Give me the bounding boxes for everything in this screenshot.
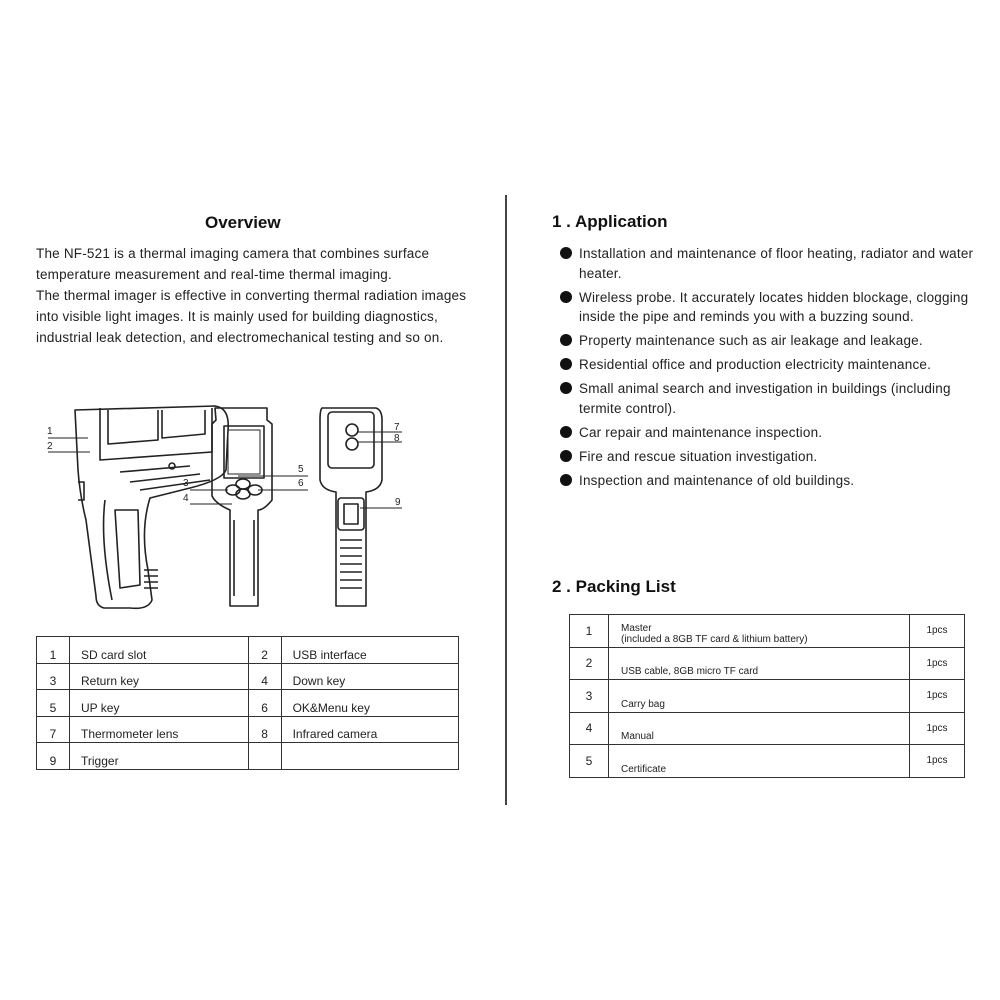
- part-number: [248, 743, 281, 770]
- device-front-view: [212, 408, 272, 606]
- part-label: Return key: [70, 663, 249, 690]
- part-label: SD card slot: [70, 637, 249, 664]
- list-item-text: Wireless probe. It accurately locates hidden blockage, clogging inside the pipe and reminds you with a buzzing sound.: [579, 289, 969, 324]
- packing-item: [609, 615, 910, 648]
- part-number: 3: [37, 663, 70, 690]
- table-row: [570, 680, 965, 713]
- packing-item: Manual: [609, 712, 910, 745]
- part-label: Trigger: [70, 743, 249, 770]
- table-row: [37, 690, 459, 717]
- list-item: [560, 379, 990, 418]
- list-item: [560, 355, 990, 375]
- list-item-text: Car repair and maintenance inspection.: [579, 424, 823, 440]
- packing-table: [569, 614, 965, 778]
- part-label: [281, 743, 458, 770]
- application-list: [560, 244, 990, 495]
- list-item-text: Residential office and production electricity maintenance.: [579, 357, 932, 372]
- part-number: 6: [248, 690, 281, 717]
- packing-item-line: (included a 8GB TF card & lithium battery): [621, 633, 808, 645]
- bullet-icon: [560, 358, 572, 370]
- bullet-icon: [560, 382, 572, 394]
- callout-7: 7: [394, 422, 400, 433]
- bullet-icon: [560, 474, 572, 486]
- part-label: USB interface: [281, 637, 458, 664]
- packing-qty: 1pcs: [910, 745, 965, 778]
- callout-2: 2: [47, 441, 53, 452]
- part-number: 1: [37, 637, 70, 664]
- part-label: Infrared camera: [281, 716, 458, 743]
- part-number: 5: [37, 690, 70, 717]
- packing-list-title: 2 . Packing List: [552, 577, 676, 596]
- packing-number: 5: [570, 745, 609, 778]
- overview-paragraph-2: The thermal imager is effective in converting thermal radiation images into visible light images. It is mainly used for building diagnostics, industrial leak detection, and electromechanical testing and so on.: [36, 288, 467, 345]
- packing-qty: 1pcs: [910, 712, 965, 745]
- table-row: [37, 743, 459, 770]
- packing-item: Carry bag: [609, 680, 910, 713]
- packing-number: 1: [570, 615, 609, 648]
- list-item-text: Property maintenance such as air leakage and leakage.: [579, 333, 923, 348]
- list-item-text: Installation and maintenance of floor heating, radiator and water heater.: [579, 246, 974, 281]
- table-row: [570, 647, 965, 680]
- callout-5: 5: [298, 464, 304, 475]
- device-back-view: [320, 408, 382, 606]
- bullet-icon: [560, 247, 572, 259]
- list-item: [560, 244, 990, 283]
- list-item: [560, 288, 990, 327]
- packing-number: 2: [570, 647, 609, 680]
- bullet-icon: [560, 334, 572, 346]
- bullet-icon: [560, 450, 572, 462]
- packing-qty: 1pcs: [910, 647, 965, 680]
- part-number: 2: [248, 637, 281, 664]
- parts-table: [36, 636, 459, 770]
- list-item: [560, 447, 990, 467]
- packing-number: 3: [570, 680, 609, 713]
- packing-item: Certificate: [609, 745, 910, 778]
- column-divider: [505, 195, 507, 805]
- part-number: 8: [248, 716, 281, 743]
- overview-text: [36, 243, 476, 348]
- table-row: [37, 637, 459, 664]
- overview-title: Overview: [205, 213, 281, 232]
- table-row: [37, 716, 459, 743]
- callout-4: 4: [183, 493, 189, 504]
- packing-qty: 1pcs: [910, 615, 965, 648]
- device-illustration: [40, 400, 410, 620]
- application-title: 1 . Application: [552, 212, 668, 231]
- callout-6: 6: [298, 478, 304, 489]
- list-item-text: Fire and rescue situation investigation.: [579, 448, 818, 464]
- bullet-icon: [560, 426, 572, 438]
- list-item-text: Inspection and maintenance of old buildings.: [579, 472, 855, 488]
- part-label: Down key: [281, 663, 458, 690]
- list-item: [560, 331, 990, 351]
- part-label: Thermometer lens: [70, 716, 249, 743]
- packing-item-line: Master: [621, 622, 652, 634]
- packing-item: USB cable, 8GB micro TF card: [609, 647, 910, 680]
- part-label: UP key: [70, 690, 249, 717]
- part-number: 7: [37, 716, 70, 743]
- packing-number: 4: [570, 712, 609, 745]
- list-item-text: Small animal search and investigation in buildings (including termite control).: [579, 381, 951, 416]
- device-side-view: [75, 406, 228, 608]
- overview-paragraph-1: The NF-521 is a thermal imaging camera that combines surface temperature measurement and real-time thermal imaging.: [36, 246, 430, 282]
- bullet-icon: [560, 291, 572, 303]
- table-row: [570, 615, 965, 648]
- part-number: 9: [37, 743, 70, 770]
- part-number: 4: [248, 663, 281, 690]
- callout-3: 3: [183, 478, 189, 489]
- callout-8: 8: [394, 433, 400, 444]
- packing-qty: 1pcs: [910, 680, 965, 713]
- callout-1: 1: [47, 426, 53, 437]
- callout-9: 9: [395, 497, 401, 508]
- table-row: [570, 745, 965, 778]
- table-row: [570, 712, 965, 745]
- list-item: [560, 471, 990, 491]
- table-row: [37, 663, 459, 690]
- part-label: OK&Menu key: [281, 690, 458, 717]
- list-item: [560, 423, 990, 443]
